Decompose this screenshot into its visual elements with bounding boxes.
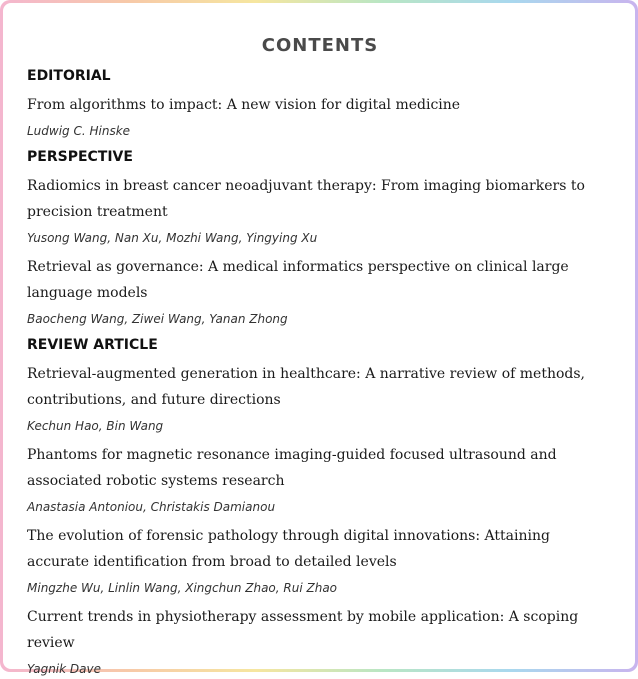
section-review-article — [27, 335, 613, 679]
article-title-link[interactable]: From algorithms to impact: A new vision for digital medicine — [27, 97, 461, 113]
article-title-link[interactable]: Radiomics in breast cancer neoadjuvant therapy: From imaging biomarkers to precision treatment — [27, 178, 585, 220]
article-authors: Mingzhe Wu, Linlin Wang, Xingchun Zhao, Rui Zhao — [27, 581, 338, 595]
page-title: CONTENTS — [261, 35, 379, 56]
article-authors: Ludwig C. Hinske — [27, 124, 131, 138]
article-authors: Yagnik Dave — [27, 662, 101, 676]
article-title-link[interactable]: Phantoms for magnetic resonance imaging-guided focused ultrasound and associated robotic systems research — [27, 447, 557, 489]
article-item — [27, 92, 613, 141]
section-perspective — [27, 147, 613, 329]
section-heading: PERSPECTIVE — [27, 149, 133, 165]
contents-panel — [3, 3, 635, 676]
article-authors: Yusong Wang, Nan Xu, Mozhi Wang, Yingying Xu — [27, 231, 318, 245]
article-title-link[interactable]: Retrieval-augmented generation in healthcare: A narrative review of methods, contributions, and future directions — [27, 366, 586, 408]
article-authors: Anastasia Antoniou, Christakis Damianou — [27, 500, 276, 514]
article-item — [27, 442, 613, 517]
section-editorial — [27, 66, 613, 141]
section-heading: EDITORIAL — [27, 68, 111, 84]
article-authors: Kechun Hao, Bin Wang — [27, 419, 164, 433]
section-heading: REVIEW ARTICLE — [27, 337, 158, 353]
article-item — [27, 254, 613, 329]
article-item — [27, 523, 613, 598]
article-item — [27, 361, 613, 436]
article-title-link[interactable]: Current trends in physiotherapy assessment by mobile application: A scoping review — [27, 609, 579, 651]
article-title-link[interactable]: The evolution of forensic pathology through digital innovations: Attaining accurate identification from broad to detailed levels — [27, 528, 550, 570]
article-item — [27, 173, 613, 248]
article-item — [27, 604, 613, 679]
article-title-link[interactable]: Retrieval as governance: A medical informatics perspective on clinical large language models — [27, 259, 569, 301]
article-authors: Baocheng Wang, Ziwei Wang, Yanan Zhong — [27, 312, 288, 326]
